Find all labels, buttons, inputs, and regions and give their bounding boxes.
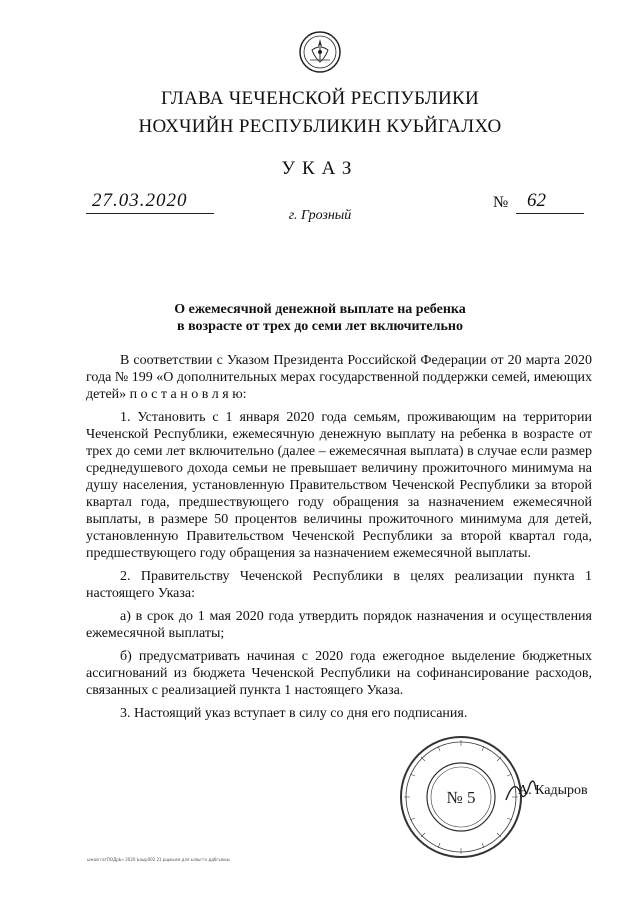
decree-title xyxy=(0,301,640,335)
title-line-1: О ежемесячной денежной выплате на ребенка xyxy=(174,302,466,317)
footer-text: ыжой гатПОДрЬ» 2020 Ьаыр002 21 рщюьем для ьлвьггн ддбгьоюы xyxy=(87,857,230,862)
decree-city: г. Грозный xyxy=(288,208,352,223)
paragraph-item-2a: а) в срок до 1 мая 2020 года утвердить порядок назначения и осуществления ежемесячной выплаты; xyxy=(86,609,592,641)
paragraph-item-1: 1. Установить с 1 января 2020 года семьям, проживающим на территории Чеченской Республики, ежемесячную денежную выплату на ребенка в возрасте от трех до семи лет включительно (далее – ежемесячная выплата) в случае если размер среднедушевого дохода семьи не превышает величину прожиточного минимума на душу населения, установленную Правительством Чеченской Республики за второй квартал года, предшествующего году обращения за назначением ежемесячной выплаты, в размере 50 процентов величины прожиточного минимума для детей, установленную Правительством Чеченской Республики за второй квартал года, предшествующего году обращения за назначением ежемесячной выплаты. xyxy=(86,410,592,561)
header-line-2: НОХЧИЙН РЕСПУБЛИКИН КУЬЙГАЛХО xyxy=(138,116,502,137)
signatory-name: А. Кадыров xyxy=(518,783,588,798)
paragraph-item-2b: б) предусматривать начиная с 2020 года ежегодное выделение бюджетных ассигнований из бюджета Чеченской Республики на софинансирование расходов, связанных с реализацией пункта 1 настоящего Указа. xyxy=(86,649,592,698)
title-line-2: в возрасте от трех до семи лет включительно xyxy=(177,319,463,334)
decree-date: 27.03.2020 xyxy=(92,190,188,211)
decree-word: УКАЗ xyxy=(281,158,359,179)
paragraph-item-2: 2. Правительству Чеченской Республики в целях реализации пункта 1 настоящего Указа: xyxy=(86,569,592,601)
decree-number: 62 xyxy=(527,190,546,211)
seal-label: № 5 xyxy=(446,788,476,807)
decree-body xyxy=(86,352,592,728)
paragraph-item-3: 3. Настоящий указ вступает в силу со дня его подписания. xyxy=(120,706,468,721)
number-symbol: № xyxy=(493,194,509,211)
header-line-1: ГЛАВА ЧЕЧЕНСКОЙ РЕСПУБЛИКИ xyxy=(160,88,480,109)
emblem-icon xyxy=(298,30,342,74)
paragraph-preamble: В соответствии с Указом Президента Российской Федерации от 20 марта 2020 года № 199 «О дополнительных мерах государственной поддержки семей, имеющих детей» п о с т а н о в л я ю: xyxy=(86,353,592,402)
